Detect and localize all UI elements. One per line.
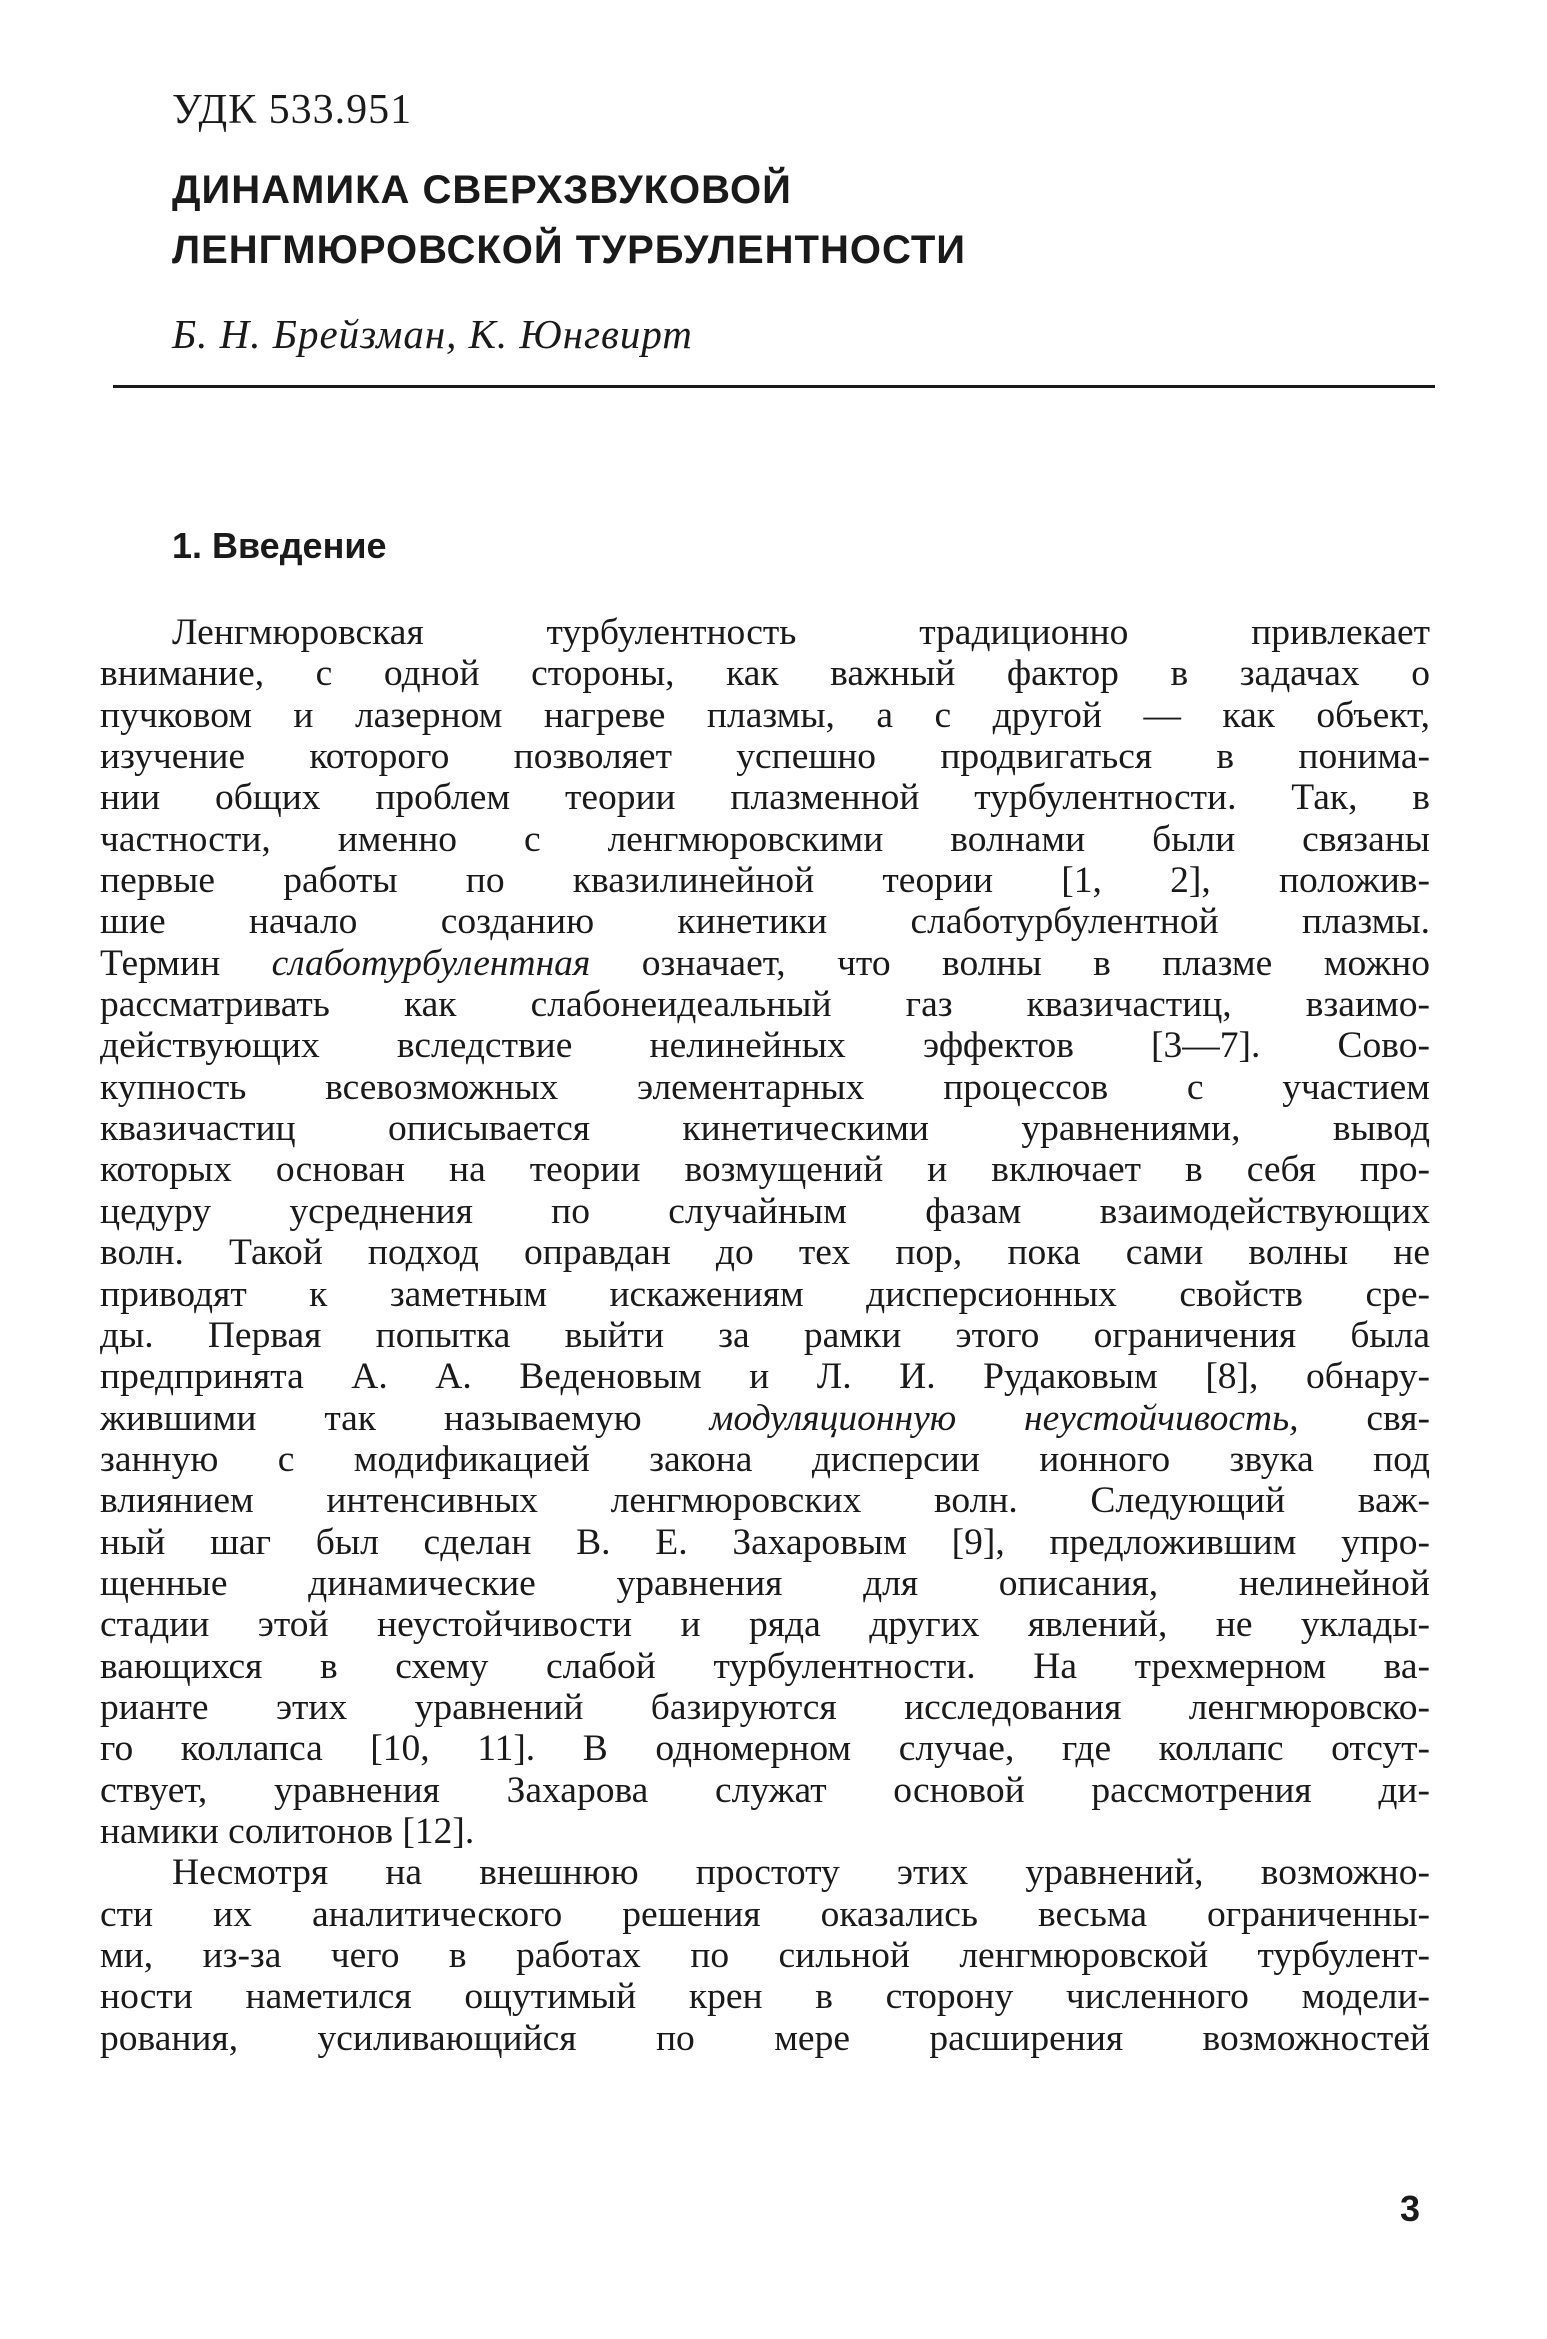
text-line: ды. Первая попытка выйти за рамки этого ограничения была bbox=[100, 1314, 1430, 1356]
text-line bbox=[100, 1398, 1430, 1439]
text-run: означает, что волны в плазме можно bbox=[590, 942, 1430, 984]
text-line: сти их аналитического решения оказались весьма ограниченны- bbox=[100, 1893, 1430, 1935]
italic-term: слаботурбулентная bbox=[271, 942, 591, 984]
title-line: ЛЕНГМЮРОВСКОЙ ТУРБУЛЕНТНОСТИ bbox=[172, 228, 967, 272]
text-line: квазичастиц описывается кинетическими уравнениями, вывод bbox=[100, 1108, 1430, 1150]
text-line: занную с модификацией закона дисперсии ионного звука под bbox=[100, 1438, 1430, 1480]
section-heading: 1. Введение bbox=[172, 525, 387, 566]
text-line: ми, из-за чего в работах по сильной ленгмюровской турбулент- bbox=[100, 1935, 1430, 1976]
text-line: стадии этой неустойчивости и ряда других явлений, не уклады- bbox=[100, 1604, 1430, 1646]
text-run: Термин bbox=[100, 942, 272, 984]
text-line: пучковом и лазерном нагреве плазмы, а с другой — как объект, bbox=[100, 694, 1430, 736]
text-line: ности наметился ощутимый крен в сторону численного модели- bbox=[100, 1976, 1430, 2018]
text-line: Ленгмюровская турбулентность традиционно привлекает bbox=[172, 612, 1430, 653]
text-line: рования, усиливающийся по мере расширения возможностей bbox=[100, 2017, 1430, 2059]
text-line: рианте этих уравнений базируются исследования ленгмюровско- bbox=[100, 1686, 1430, 1728]
title-line: ДИНАМИКА СВЕРХЗВУКОВОЙ bbox=[172, 168, 792, 212]
text-line: го коллапса [10, 11]. В одномерном случае, где коллапс отсут- bbox=[100, 1728, 1430, 1770]
text-line: влиянием интенсивных ленгмюровских волн. Следующий важ- bbox=[100, 1480, 1430, 1522]
text-line: нии общих проблем теории плазменной турбулентности. Так, в bbox=[100, 777, 1430, 819]
italic-term: модуляционную неустойчивость, bbox=[709, 1397, 1299, 1439]
text-line: внимание, с одной стороны, как важный фактор в задачах о bbox=[100, 653, 1430, 695]
udc-code: УДК 533.951 bbox=[172, 87, 413, 133]
text-line: первые работы по квазилинейной теории [1, 2], положив- bbox=[100, 860, 1430, 902]
text-line: Несмотря на внешнюю простоту этих уравнений, возможно- bbox=[172, 1852, 1430, 1894]
text-line: шие начало созданию кинетики слаботурбулентной плазмы. bbox=[100, 901, 1430, 943]
text-line: изучение которого позволяет успешно продвигаться в понима- bbox=[100, 736, 1430, 778]
text-line: вающихся в схему слабой турбулентности. На трехмерном ва- bbox=[100, 1645, 1430, 1687]
authors: Б. Н. Брейзман, К. Юнгвирт bbox=[172, 311, 693, 357]
text-line: ный шаг был сделан В. Е. Захаровым [9], предложившим упро- bbox=[100, 1521, 1430, 1563]
text-line: приводят к заметным искажениям дисперсионных свойств сре- bbox=[100, 1273, 1430, 1315]
text-line: действующих вследствие нелинейных эффектов [3—7]. Сово- bbox=[100, 1025, 1430, 1067]
text-line: ствует, уравнения Захарова служат основой рассмотрения ди- bbox=[100, 1769, 1430, 1811]
text-line: цедуру усреднения по случайным фазам взаимодействующих bbox=[100, 1190, 1430, 1232]
paragraph bbox=[100, 1852, 1430, 2059]
body-text bbox=[100, 612, 1430, 2059]
text-line: частности, именно с ленгмюровскими волнами были связаны bbox=[100, 818, 1430, 860]
text-run: жившими так называемую bbox=[100, 1397, 710, 1439]
text-line: которых основан на теории возмущений и включает в себя про- bbox=[100, 1149, 1430, 1191]
text-line: намики солитонов [12]. bbox=[100, 1810, 475, 1852]
text-line: предпринята А. А. Веденовым и Л. И. Рудаковым [8], обнару- bbox=[100, 1356, 1430, 1398]
header-divider bbox=[113, 385, 1435, 388]
text-line: купность всевозможных элементарных процессов с участием bbox=[100, 1066, 1430, 1108]
text-line bbox=[100, 943, 1430, 984]
text-line: щенные динамические уравнения для описания, нелинейной bbox=[100, 1562, 1430, 1604]
paragraph bbox=[100, 612, 1430, 1852]
text-line: волн. Такой подход оправдан до тех пор, пока сами волны не bbox=[100, 1232, 1430, 1274]
article-title bbox=[172, 160, 966, 280]
text-line: рассматривать как слабонеидеальный газ квазичастиц, взаимо- bbox=[100, 984, 1430, 1026]
page-number: 3 bbox=[1400, 2188, 1421, 2229]
text-run: свя- bbox=[1298, 1397, 1430, 1439]
